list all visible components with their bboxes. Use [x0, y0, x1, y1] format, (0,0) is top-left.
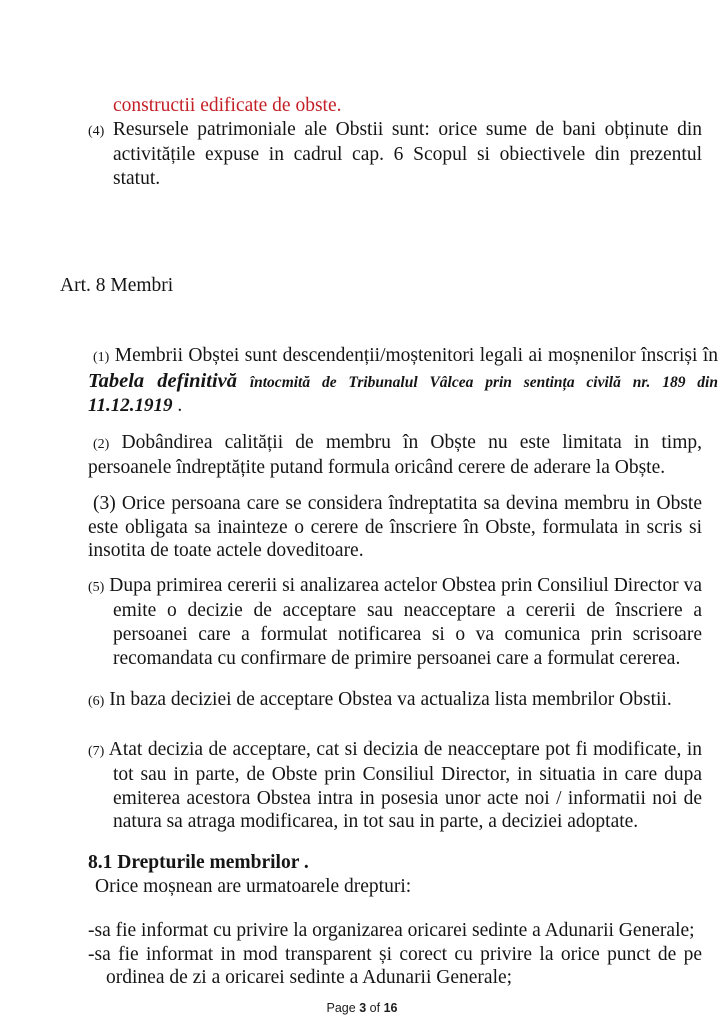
item-7-text: Atat decizia de acceptare, cat si decizia de neacceptare pot fi modificate, in tot sau in parte, de Obste prin Consiliul Director, in situatia in care dupa emiterea acestora Obstea intra in posesia unor acte noi / informatii noi de natura sa atraga modificarea, in tot sau in parte, a deciziei adoptate. [108, 738, 702, 833]
numbered-item-5 [88, 574, 702, 670]
footer-page-label: Page [326, 1001, 356, 1015]
item-5-marker: (5) [88, 579, 105, 595]
paragraph-1-marker: (1) [93, 349, 110, 365]
item-6-text: In baza deciziei de acceptare Obstea va actualiza lista membrilor Obstii. [109, 689, 672, 711]
right-item-informed-agenda: -sa fie informat in mod transparent și corect cu privire la orice punct de pe ordinea de zi a oricarei sedinte a Adunarii Generale; [88, 943, 702, 989]
page-footer [0, 1001, 724, 1016]
paragraph-1-tail: . [177, 395, 183, 417]
paragraph-1-lead-text: Membrii Obștei sunt descendenții/moștenitori legali ai moșnenilor înscriși în [114, 344, 719, 366]
item-5-text: Dupa primirea cererii si analizarea actelor Obstea prin Consiliul Director va emite o decizie de acceptare sau neacceptare a cererii de înscriere a persoanei care a formulat notificarea si o va comunica prin scrisoare recomandata cu confirmare de primire persoanei care a formulat cererea. [109, 574, 702, 669]
right-item-informed-meetings: -sa fie informat cu privire la organizarea oricarei sedinte a Adunarii Generale; [88, 920, 695, 942]
item-4-text: Resursele patrimoniale ale Obstii sunt: orice sume de bani obținute din activitățile expuse in cadrul cap. 6 Scopul si obiectivele din prezentul statut. [112, 118, 703, 189]
footer-page-total: 16 [383, 1001, 398, 1015]
heading-8-1-drepturile-membrilor: 8.1 Drepturile membrilor . [88, 852, 309, 874]
heading-art-8-membri: Art. 8 Membri [60, 275, 174, 297]
paragraph-1-membrii [88, 344, 718, 418]
item-4-marker: (4) [88, 123, 105, 139]
rights-intro-line: Orice moșnean are urmatoarele drepturi: [95, 875, 412, 897]
paragraph-3-orice-persoana: (3) Orice persoana care se considera îndreptatita sa devina membru in Obste este obligata sa inainteze o cerere de înscriere în Obste, formulata in scris si insotita de toate actele doveditoare. [88, 492, 702, 562]
item-7-marker: (7) [88, 743, 105, 759]
tabela-definitiva-emphasis: Tabela definitivă [88, 369, 237, 392]
red-highlighted-line: constructii edificate de obste. [113, 95, 342, 116]
footer-of-label: of [369, 1001, 381, 1015]
numbered-item-7 [88, 738, 702, 834]
paragraph-2-marker: (2) [93, 436, 110, 452]
sentence-date-emphasis: 11.12.1919 [88, 395, 173, 417]
footer-page-number: 3 [359, 1001, 367, 1015]
item-6-marker: (6) [88, 694, 105, 710]
paragraph-2-dobandirea [88, 431, 702, 480]
numbered-item-6 [88, 688, 702, 714]
paragraph-2-text: Dobândirea calității de membru în Obște nu este limitata in timp, persoanele îndreptățite putand formula oricând cerere de aderare la Obște. [88, 431, 702, 479]
numbered-item-4 [88, 118, 702, 191]
tribunal-sentence-emphasis: întocmită de Tribunalul Vâlcea prin sentința civilă nr. 189 din [249, 373, 718, 391]
